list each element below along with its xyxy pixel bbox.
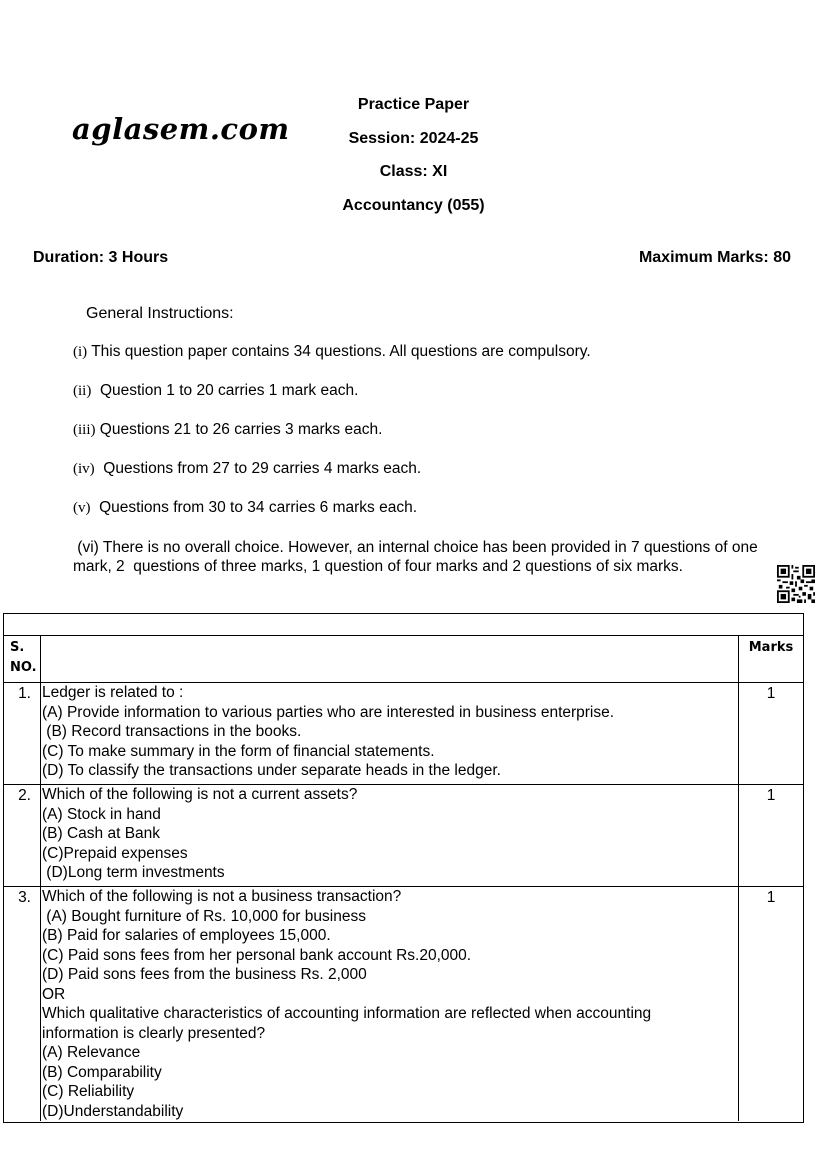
instruction-text: This question paper contains 34 questions. All questions are compulsory. — [87, 343, 591, 360]
question-line: (C) Paid sons fees from her personal bank account Rs.20,000. — [42, 946, 472, 964]
instruction-item-choice — [73, 538, 819, 576]
question-line: (A) Relevance — [42, 1044, 141, 1061]
question-line: (C)Prepaid expenses — [42, 844, 188, 862]
question-line: (A) Bought furniture of Rs. 10,000 for business — [42, 907, 366, 925]
question-line: Which of the following is not a business transaction? — [42, 888, 402, 905]
question-line: Ledger is related to : — [42, 684, 184, 701]
class-label: Class: XI — [379, 163, 448, 180]
question-line: (B) Comparability — [42, 1063, 162, 1081]
question-line: (A) Provide information to various parties who are interested in business enterprise. — [42, 703, 615, 721]
instruction-item — [73, 421, 382, 439]
question-line: (D)Understandability — [42, 1102, 184, 1120]
instruction-text: Questions 21 to 26 carries 3 marks each. — [95, 421, 383, 438]
instruction-number: (iii) — [73, 422, 96, 438]
instructions-title: General Instructions: — [86, 305, 234, 322]
question-marks: 1 — [766, 685, 776, 702]
question-number: 1. — [4, 683, 41, 784]
duration-label: Duration: 3 Hours — [33, 249, 169, 266]
instruction-number: (i) — [73, 344, 88, 360]
question-marks: 1 — [766, 787, 776, 804]
instruction-item — [73, 499, 417, 517]
question-line: information is clearly presented? — [42, 1024, 266, 1042]
question-text — [41, 785, 739, 886]
instruction-text: Questions from 30 to 34 carries 6 marks each. — [90, 499, 417, 516]
question-line: (C) To make summary in the form of financial statements. — [42, 742, 435, 760]
paper-title: Practice Paper — [357, 96, 470, 113]
instruction-number: (v) — [73, 500, 91, 516]
table-row — [4, 683, 803, 785]
instruction-text: (vi) There is no overall choice. However, an internal choice has been provided in 7 questions of one — [73, 539, 758, 556]
question-text — [41, 683, 739, 784]
instruction-number: (ii) — [73, 383, 92, 399]
question-line: (D)Long term investments — [42, 864, 225, 881]
column-header-sno: S. NO. — [4, 636, 41, 682]
instruction-text: mark, 2 questions of three marks, 1 question of four marks and 2 questions of six marks. — [73, 558, 683, 575]
question-line: (A) Stock in hand — [42, 805, 161, 823]
instruction-number: (iv) — [73, 461, 95, 477]
question-line: (D) Paid sons fees from the business Rs. 2,000 — [42, 966, 367, 983]
instruction-item — [73, 382, 358, 400]
subject-label: Accountancy (055) — [342, 197, 485, 214]
instruction-item — [73, 460, 421, 478]
column-header-question — [41, 636, 739, 682]
question-line: (C) Reliability — [42, 1083, 135, 1100]
aglasem-logo: aglasem.com — [72, 112, 290, 146]
instruction-item — [73, 343, 591, 361]
table-header-row — [4, 636, 803, 683]
session-label: Session: 2024-25 — [348, 130, 479, 147]
question-number: 3. — [4, 887, 41, 1121]
question-number: 2. — [4, 785, 41, 886]
table-row — [4, 785, 803, 887]
instruction-text: Question 1 to 20 carries 1 mark each. — [91, 382, 359, 399]
question-line: Which qualitative characteristics of accounting information are reflected when accounting — [42, 1005, 652, 1022]
instruction-text: Questions from 27 to 29 carries 4 marks each. — [94, 460, 422, 477]
question-line: (B) Cash at Bank — [42, 825, 161, 842]
questions-table — [3, 613, 804, 1123]
max-marks-label: Maximum Marks: 80 — [638, 249, 791, 266]
question-line: (D) To classify the transactions under separate heads in the ledger. — [42, 762, 501, 779]
question-line: (B) Record transactions in the books. — [42, 723, 302, 740]
question-marks: 1 — [766, 889, 776, 906]
qr-code-icon — [777, 565, 815, 603]
question-line: OR — [42, 985, 66, 1003]
question-text — [41, 887, 739, 1121]
question-line: Which of the following is not a current assets? — [42, 786, 358, 803]
question-line: (B) Paid for salaries of employees 15,000. — [42, 927, 331, 944]
table-blank-row — [4, 614, 803, 636]
column-header-marks: Marks — [748, 640, 794, 655]
table-row — [4, 887, 803, 1121]
